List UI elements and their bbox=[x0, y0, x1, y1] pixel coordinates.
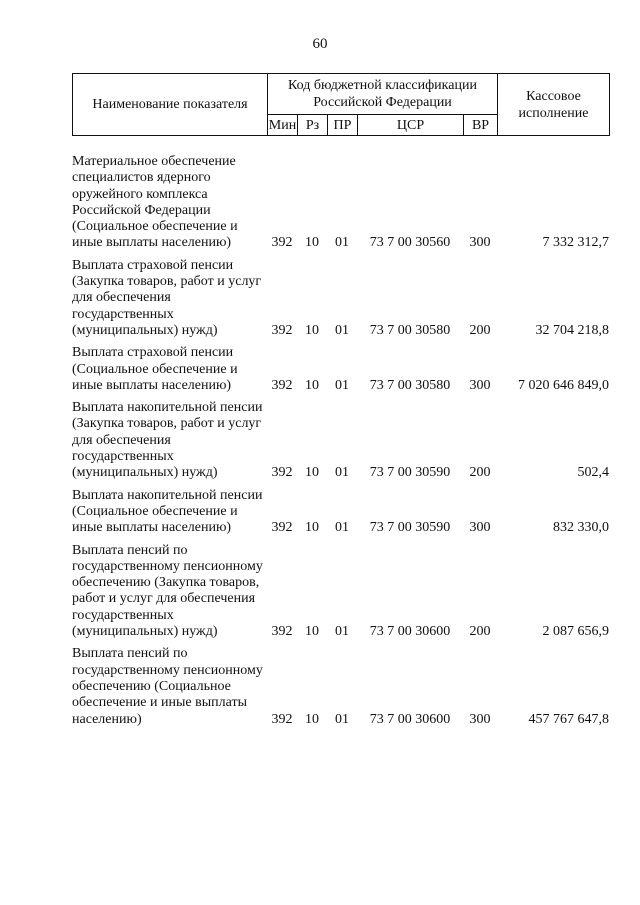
row-name: Выплата пенсий по государственному пенсионному обеспечению (Закупка товаров, работ и услуг для обеспечения государственных (муниципальных) нужд) bbox=[72, 542, 263, 640]
row-rz: 10 bbox=[305, 377, 319, 393]
row-amount: 7 332 312,7 bbox=[542, 235, 609, 251]
header-cash-column: Кассовое исполнение bbox=[498, 74, 610, 136]
row-amount: 832 330,0 bbox=[553, 520, 609, 536]
row-amount: 502,4 bbox=[577, 465, 609, 481]
table-row bbox=[72, 256, 611, 343]
row-rz: 10 bbox=[305, 711, 319, 727]
row-csr: 73 7 00 30600 bbox=[369, 711, 451, 727]
row-name: Выплата накопительной пенсии (Социальное обеспечение и иные выплаты населению) bbox=[72, 487, 263, 536]
header-csr: ЦСР bbox=[358, 115, 464, 136]
row-amount: 2 087 656,9 bbox=[542, 624, 609, 640]
row-name: Выплата страховой пенсии (Закупка товаров, работ и услуг для обеспечения государственных (муниципальных) нужд) bbox=[72, 257, 262, 338]
row-min: 392 bbox=[271, 235, 293, 251]
table-row bbox=[72, 541, 611, 645]
data-table bbox=[72, 152, 611, 732]
header-min: Мин bbox=[268, 115, 298, 136]
table-row bbox=[72, 486, 611, 541]
row-min: 392 bbox=[271, 711, 293, 727]
row-name: Выплата пенсий по государственному пенсионному обеспечению (Социальное обеспечение и иные выплаты населению) bbox=[72, 646, 263, 727]
row-vr: 300 bbox=[469, 377, 491, 393]
row-pr: 01 bbox=[335, 711, 349, 727]
row-csr: 73 7 00 30580 bbox=[369, 322, 451, 338]
row-pr: 01 bbox=[335, 377, 349, 393]
row-vr: 200 bbox=[469, 465, 491, 481]
row-csr: 73 7 00 30590 bbox=[369, 520, 451, 536]
row-min: 392 bbox=[271, 322, 293, 338]
table-row bbox=[72, 398, 611, 485]
row-name: Материальное обеспечение специалистов ядерного оружейного комплекса Российской Федерации (Социальное обеспечение и иные выплаты населению) bbox=[72, 154, 238, 251]
row-csr: 73 7 00 30580 bbox=[369, 377, 451, 393]
header-code-group: Код бюджетной классификации Российской Федерации bbox=[268, 74, 498, 115]
row-vr: 200 bbox=[469, 322, 491, 338]
row-pr: 01 bbox=[335, 235, 349, 251]
row-vr: 300 bbox=[469, 711, 491, 727]
row-rz: 10 bbox=[305, 465, 319, 481]
row-vr: 200 bbox=[469, 624, 491, 640]
row-rz: 10 bbox=[305, 520, 319, 536]
row-min: 392 bbox=[271, 624, 293, 640]
row-csr: 73 7 00 30600 bbox=[369, 624, 451, 640]
row-min: 392 bbox=[271, 465, 293, 481]
row-amount: 32 704 218,8 bbox=[535, 322, 609, 338]
row-pr: 01 bbox=[335, 624, 349, 640]
row-csr: 73 7 00 30560 bbox=[369, 235, 451, 251]
row-pr: 01 bbox=[335, 520, 349, 536]
row-vr: 300 bbox=[469, 235, 491, 251]
header-name-column: Наименование показателя bbox=[73, 74, 268, 136]
row-name: Выплата накопительной пенсии (Закупка товаров, работ и услуг для обеспечения государственных (муниципальных) нужд) bbox=[72, 400, 263, 481]
table-row bbox=[72, 644, 611, 731]
row-csr: 73 7 00 30590 bbox=[369, 465, 451, 481]
row-min: 392 bbox=[271, 377, 293, 393]
page-number: 60 bbox=[312, 36, 328, 52]
row-amount: 7 020 646 849,0 bbox=[518, 377, 609, 393]
header-pr: ПР bbox=[328, 115, 358, 136]
row-name: Выплата страховой пенсии (Социальное обеспечение и иные выплаты населению) bbox=[72, 345, 238, 393]
row-rz: 10 bbox=[305, 235, 319, 251]
table-row bbox=[72, 152, 611, 256]
row-amount: 457 767 647,8 bbox=[528, 711, 609, 727]
row-rz: 10 bbox=[305, 322, 319, 338]
row-min: 392 bbox=[271, 520, 293, 536]
row-rz: 10 bbox=[305, 624, 319, 640]
header-vr: ВР bbox=[464, 115, 498, 136]
table-row bbox=[72, 343, 611, 398]
table-header bbox=[72, 73, 610, 136]
row-pr: 01 bbox=[335, 465, 349, 481]
row-vr: 300 bbox=[469, 520, 491, 536]
row-pr: 01 bbox=[335, 322, 349, 338]
header-rz: Рз bbox=[298, 115, 328, 136]
